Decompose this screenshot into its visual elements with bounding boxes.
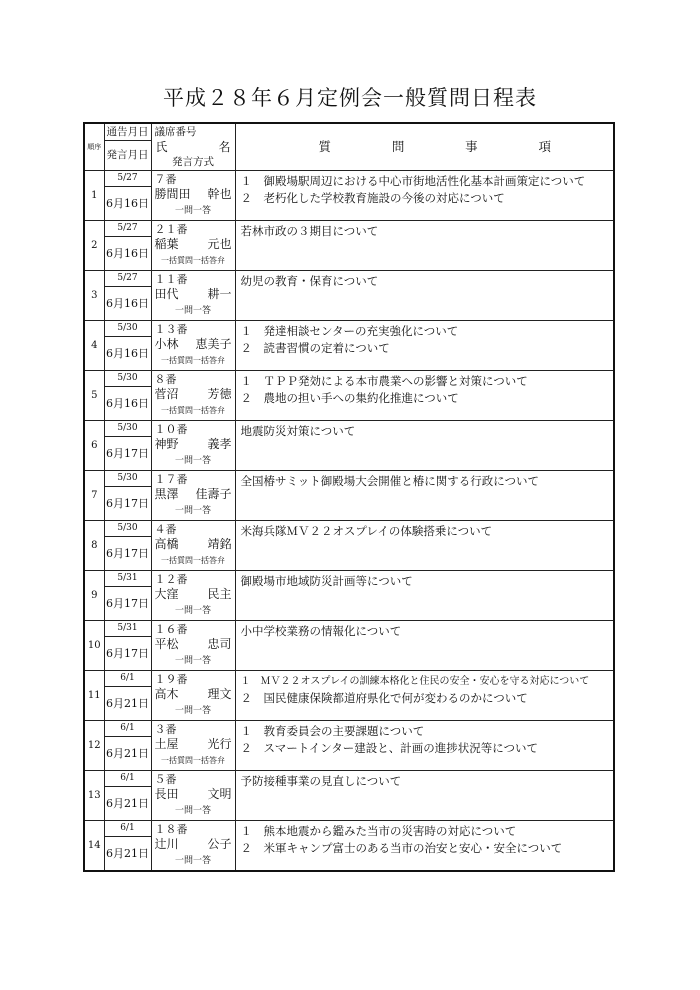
header-name-a: 氏: [155, 140, 168, 154]
member-surname: 神野: [154, 436, 179, 451]
question-item: 幼児の教育・保育について: [240, 274, 379, 288]
member-given-name: 元也: [207, 236, 232, 251]
member-surname: 小林: [154, 336, 179, 351]
speech-format: 一括質問一括答弁: [161, 355, 225, 365]
member-cell: [151, 421, 235, 471]
table-row: [84, 721, 614, 737]
member-given-name: 民主: [207, 586, 232, 601]
table-row: [84, 221, 614, 237]
seat-number: ４番: [154, 522, 177, 536]
notice-date: 5/30: [104, 321, 151, 337]
member-surname: 長田: [154, 786, 179, 801]
speech-format: 一問一答: [174, 305, 211, 316]
member-given-name: 靖銘: [207, 536, 232, 551]
member-cell: [151, 471, 235, 521]
speech-format: 一括質問一括答弁: [161, 755, 225, 765]
speech-format: 一問一答: [174, 655, 211, 666]
row-order: 4: [84, 321, 104, 371]
speech-format: 一問一答: [174, 505, 211, 516]
member-given-name: 理文: [207, 686, 232, 701]
question-item: 御殿場市地域防災計画等について: [240, 574, 413, 588]
speech-date: 6月16日: [104, 187, 151, 221]
notice-date: 6/1: [104, 821, 151, 837]
question-cell: [235, 221, 614, 271]
question-cell: [235, 671, 614, 721]
question-item: 小中学校業務の情報化について: [240, 624, 402, 638]
member-cell: [151, 821, 235, 872]
seat-number: １１番: [154, 272, 188, 286]
member-surname: 稲葉: [154, 236, 179, 251]
member-cell: [151, 571, 235, 621]
question-cell: [235, 271, 614, 321]
table-row: [84, 371, 614, 387]
notice-date: 5/27: [104, 221, 151, 237]
member-cell: [151, 721, 235, 771]
member-given-name: 佳壽子: [195, 486, 232, 501]
question-cell: [235, 521, 614, 571]
header-speech-date: 発言月日: [104, 141, 151, 171]
question-cell: [235, 621, 614, 671]
question-cell: [235, 571, 614, 621]
header-order: 順序: [84, 123, 104, 171]
notice-date: 5/31: [104, 571, 151, 587]
speech-date: 6月17日: [104, 437, 151, 471]
row-order: 14: [84, 821, 104, 872]
member-given-name: 忠司: [207, 636, 232, 651]
speech-date: 6月17日: [104, 637, 151, 671]
row-order: 11: [84, 671, 104, 721]
row-order: 1: [84, 171, 104, 221]
seat-number: １０番: [154, 422, 188, 436]
speech-format: 一問一答: [174, 455, 211, 466]
member-given-name: 文明: [207, 786, 232, 801]
member-given-name: 耕一: [207, 286, 232, 301]
row-order: 12: [84, 721, 104, 771]
question-cell: [235, 171, 614, 221]
seat-number: ２１番: [154, 222, 188, 236]
notice-date: 5/30: [104, 471, 151, 487]
seat-number: ８番: [154, 372, 177, 386]
speech-date: 6月16日: [104, 287, 151, 321]
member-given-name: 義孝: [207, 436, 232, 451]
speech-date: 6月17日: [104, 487, 151, 521]
speech-date: 6月16日: [104, 387, 151, 421]
member-cell: [151, 771, 235, 821]
speech-date: 6月21日: [104, 687, 151, 721]
header-name-b: 名: [218, 140, 231, 154]
header-q1: 質: [318, 138, 332, 154]
row-order: 2: [84, 221, 104, 271]
question-cell: [235, 821, 614, 872]
question-cell: [235, 371, 614, 421]
speech-format: 一括質問一括答弁: [161, 405, 225, 415]
speech-date: 6月21日: [104, 737, 151, 771]
header-row: [84, 123, 614, 141]
header-format: 発言方式: [172, 156, 214, 168]
table-row: [84, 421, 614, 437]
question-item: 予防接種事業の見直しについて: [240, 774, 402, 788]
speech-date: 6月17日: [104, 537, 151, 571]
table-row: [84, 321, 614, 337]
question-item: ２ 農地の担い手への集約化推進について: [240, 391, 459, 405]
header-q2: 問: [391, 138, 405, 154]
row-order: 7: [84, 471, 104, 521]
table-row: [84, 271, 614, 287]
header-notice-date: 通告月日: [104, 123, 151, 141]
question-item: １ 教育委員会の主要課題について: [240, 724, 425, 738]
question-cell: [235, 421, 614, 471]
row-order: 8: [84, 521, 104, 571]
question-item: １ 熊本地震から鑑みた当市の災害時の対応について: [240, 824, 517, 838]
table-row: [84, 571, 614, 587]
member-surname: 平松: [154, 636, 179, 651]
question-cell: [235, 321, 614, 371]
notice-date: 6/1: [104, 771, 151, 787]
notice-date: 5/30: [104, 371, 151, 387]
member-given-name: 芳徳: [207, 386, 232, 401]
member-surname: 辻川: [154, 836, 179, 851]
speech-date: 6月21日: [104, 787, 151, 821]
question-cell: [235, 771, 614, 821]
member-cell: [151, 671, 235, 721]
header-q3: 事: [465, 138, 478, 154]
speech-format: 一問一答: [174, 705, 211, 716]
seat-number: １９番: [154, 672, 188, 686]
question-item: 米海兵隊ＭＶ２２オスプレイの体験搭乗について: [240, 524, 493, 538]
speech-format: 一問一答: [174, 805, 211, 816]
table-row: [84, 471, 614, 487]
header-seat: 議席番号: [154, 126, 197, 138]
table-row: [84, 521, 614, 537]
member-cell: [151, 371, 235, 421]
member-cell: [151, 521, 235, 571]
header-name-cell: [151, 123, 235, 171]
member-given-name: 光行: [207, 736, 232, 751]
member-surname: 勝間田: [154, 186, 191, 201]
notice-date: 6/1: [104, 721, 151, 737]
member-given-name: 公子: [207, 836, 232, 851]
member-surname: 土屋: [154, 736, 179, 751]
question-item: ２ 国民健康保険都道府県化で何が変わるのかについて: [240, 691, 528, 705]
question-item: １ ＭＶ２２オスプレイの訓練本格化と住民の安全・安心を守る対応について: [240, 676, 590, 687]
question-item: １ 発達相談センターの充実強化について: [240, 324, 459, 338]
question-item: ２ スマートインター建設と、計画の進捗状況等について: [240, 741, 539, 755]
notice-date: 5/27: [104, 271, 151, 287]
notice-date: 5/31: [104, 621, 151, 637]
question-cell: [235, 721, 614, 771]
question-item: ２ 読書習慣の定着について: [240, 341, 390, 355]
table-row: [84, 771, 614, 787]
seat-number: ５番: [154, 772, 177, 786]
row-order: 3: [84, 271, 104, 321]
header-q4: 項: [538, 138, 551, 154]
speech-format: 一問一答: [174, 205, 211, 216]
question-item: 若林市政の３期目について: [240, 224, 379, 238]
table-row: [84, 171, 614, 187]
member-surname: 田代: [154, 286, 179, 301]
question-cell: [235, 471, 614, 521]
header-question-cell: [235, 123, 614, 171]
member-surname: 大窪: [154, 586, 179, 601]
member-cell: [151, 321, 235, 371]
member-given-name: 恵美子: [195, 336, 232, 351]
speech-format: 一括質問一括答弁: [161, 555, 225, 565]
seat-number: ３番: [154, 722, 177, 736]
speech-format: 一問一答: [174, 855, 211, 866]
row-order: 9: [84, 571, 104, 621]
seat-number: １６番: [154, 622, 188, 636]
notice-date: 5/27: [104, 171, 151, 187]
question-item: ２ 米軍キャンプ富士のある当市の治安と安心・安全について: [240, 841, 563, 855]
notice-date: 5/30: [104, 521, 151, 537]
member-surname: 黒澤: [154, 486, 179, 501]
speech-format: 一括質問一括答弁: [161, 255, 225, 265]
speech-date: 6月17日: [104, 587, 151, 621]
table-row: [84, 821, 614, 837]
seat-number: １３番: [154, 322, 188, 336]
member-cell: [151, 621, 235, 671]
member-surname: 高木: [154, 686, 179, 701]
question-item: 地震防災対策について: [240, 424, 356, 438]
page-title: 平成２８年６月定例会一般質問日程表: [163, 86, 537, 110]
member-cell: [151, 171, 235, 221]
row-order: 13: [84, 771, 104, 821]
speech-date: 6月16日: [104, 337, 151, 371]
member-given-name: 幹也: [207, 186, 232, 201]
question-item: ２ 老朽化した学校教育施設の今後の対応について: [240, 191, 505, 205]
question-item: １ ＴＰＰ発効による本市農業への影響と対策について: [240, 374, 528, 388]
table-row: [84, 621, 614, 637]
notice-date: 5/30: [104, 421, 151, 437]
seat-number: １７番: [154, 472, 188, 486]
member-cell: [151, 271, 235, 321]
seat-number: １２番: [154, 572, 188, 586]
row-order: 6: [84, 421, 104, 471]
question-item: １ 御殿場駅周辺における中心市街地活性化基本計画策定について: [240, 174, 586, 188]
member-cell: [151, 221, 235, 271]
schedule-table: [83, 122, 615, 872]
speech-date: 6月16日: [104, 237, 151, 271]
row-order: 5: [84, 371, 104, 421]
notice-date: 6/1: [104, 671, 151, 687]
question-item: 全国椿サミット御殿場大会開催と椿に関する行政について: [240, 474, 540, 488]
table-row: [84, 671, 614, 687]
seat-number: １８番: [154, 822, 188, 836]
speech-date: 6月21日: [104, 837, 151, 872]
row-order: 10: [84, 621, 104, 671]
speech-format: 一問一答: [174, 605, 211, 616]
seat-number: ７番: [154, 172, 177, 186]
member-surname: 菅沼: [154, 386, 179, 401]
member-surname: 高橋: [154, 536, 179, 551]
